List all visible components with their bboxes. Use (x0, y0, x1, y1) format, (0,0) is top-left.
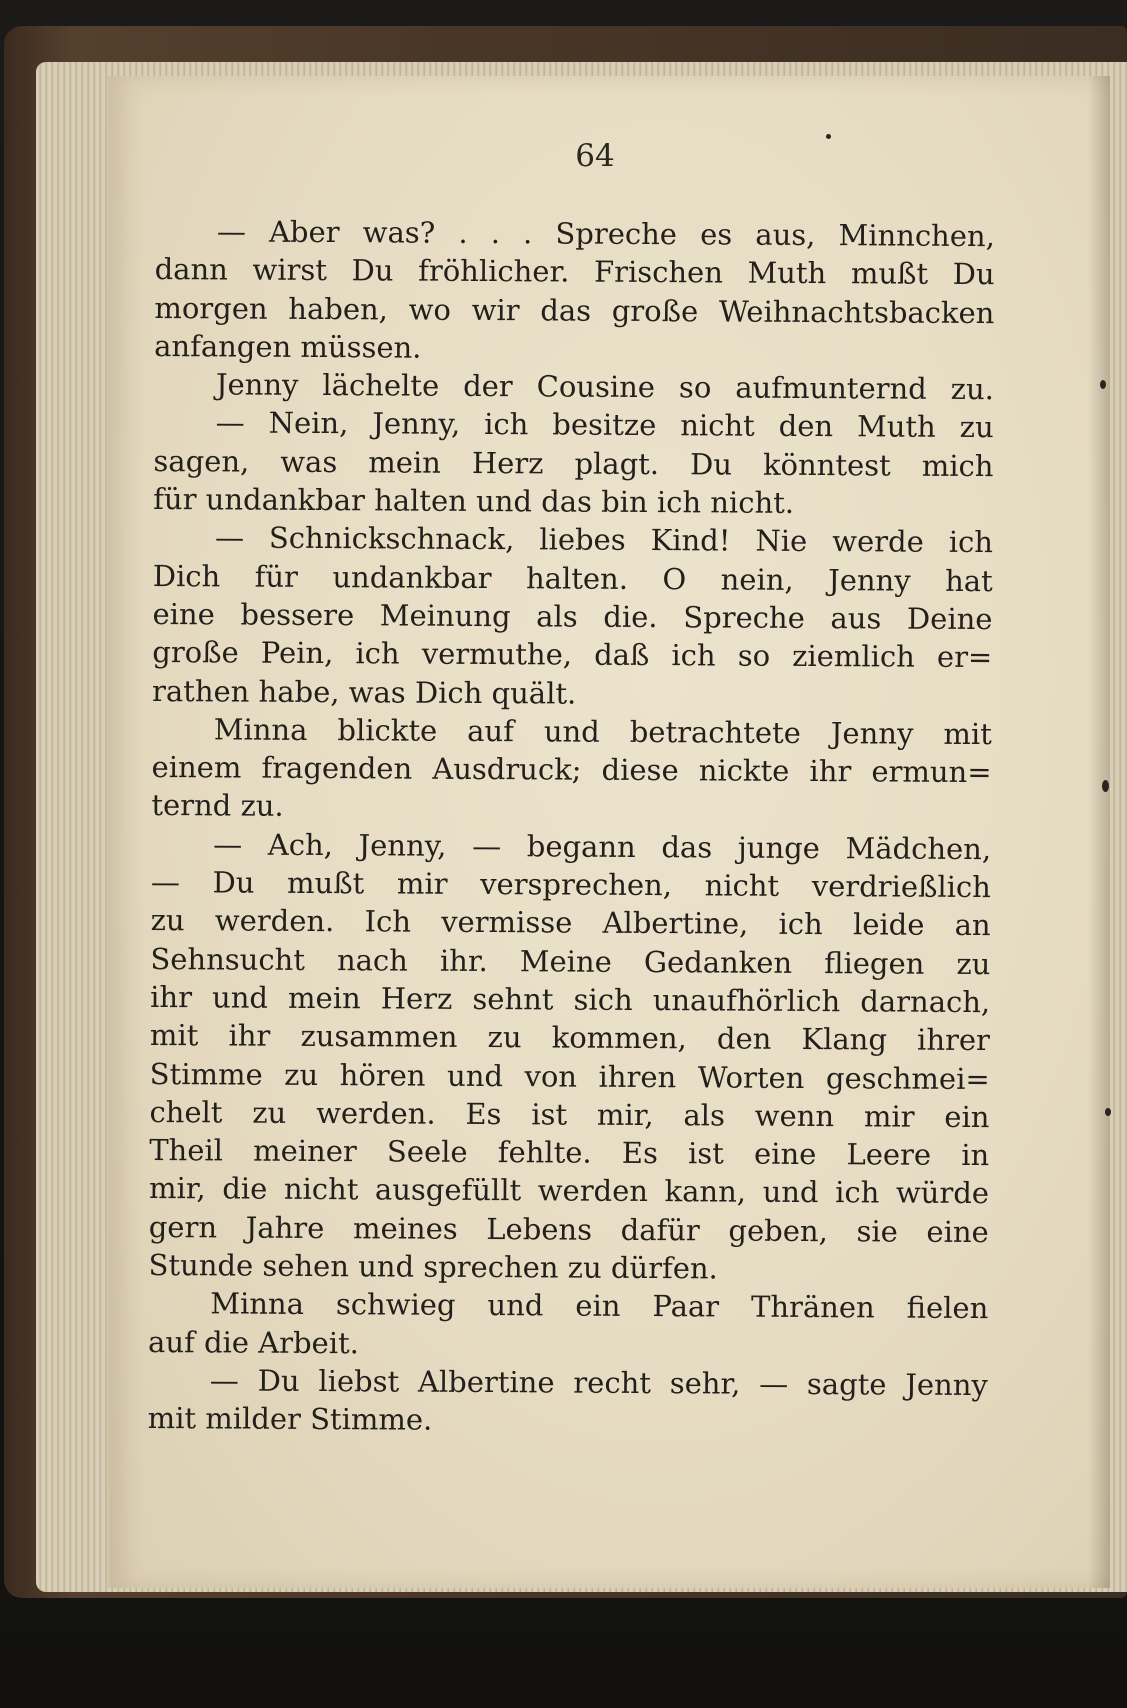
page-number: 64 (575, 138, 615, 174)
paper-speck (1105, 1108, 1111, 1116)
text-line: Stunde sehen und sprechen zu dürfen. (148, 1247, 718, 1286)
text-line: einem fragenden Ausdruck; diese nickte ihr ermun= (151, 750, 992, 790)
text-line: für undankbar halten und das bin ich nicht. (153, 482, 795, 520)
text-line: zu werden. Ich vermisse Albertine, ich leide an (150, 903, 991, 943)
text-line: mit milder Stimme. (147, 1401, 433, 1437)
text-line: eine bessere Meinung als die. Spreche aus Deine (152, 596, 993, 637)
text-line: dann wirst Du fröhlicher. Frischen Muth mußt Du (154, 252, 995, 292)
text-line: Jenny lächelte der Cousine so aufmunternd zu. (215, 367, 995, 407)
text-line: ternd zu. (151, 788, 284, 824)
text-line: Dich für undankbar halten. O nein, Jenny hat (152, 558, 993, 598)
paper-speck (1100, 380, 1106, 389)
paper-speck (826, 134, 831, 139)
text-line: sagen, was mein Herz plagt. Du könntest mich (153, 443, 994, 483)
page-text (148, 212, 995, 1443)
text-line: Theil meiner Seele fehlte. Es ist eine Leere in (149, 1133, 990, 1173)
text-line: Minna blickte auf und betrachtete Jenny mit (213, 712, 992, 751)
text-line: gern Jahre meines Lebens dafür geben, sie eine (148, 1209, 989, 1249)
text-line: — Aber was? . . . Spreche es aus, Minnchen, (216, 214, 995, 254)
text-line: ihr und mein Herz sehnt sich unaufhörlich darnach, (150, 979, 991, 1020)
text-line: auf die Arbeit. (147, 1324, 360, 1360)
text-line: Minna schwieg und ein Paar Thränen fielen (210, 1286, 989, 1326)
text-line: große Pein, ich vermuthe, daß ich so ziemlich er= (152, 635, 993, 675)
text-line: — Ach, Jenny, — begann das junge Mädchen, (213, 827, 992, 866)
text-line: Stimme zu hören und von ihren Worten geschmei= (149, 1056, 990, 1096)
text-line: morgen haben, wo wir das große Weihnachtsbacken (154, 290, 995, 330)
text-line: — Du liebst Albertine recht sehr, — sagte Jenny (209, 1363, 988, 1403)
text-line: — Nein, Jenny, ich besitze nicht den Muth zu (215, 405, 994, 445)
text-line: — Schnickschnack, liebes Kind! Nie werde ich (214, 520, 994, 560)
text-line: chelt zu werden. Es ist mir, als wenn mir ein (149, 1094, 990, 1134)
text-line: anfangen müssen. (154, 328, 422, 365)
text-line: Sehnsucht nach ihr. Meine Gedanken fliegen zu (150, 941, 991, 981)
text-line: mir, die nicht ausgefüllt werden kann, und ich würde (148, 1171, 990, 1211)
text-line: mit ihr zusammen zu kommen, den Klang ihrer (149, 1018, 991, 1058)
gutter-shadow (1088, 76, 1110, 1588)
text-line: rathen habe, was Dich quält. (151, 673, 577, 711)
paper-speck (1102, 780, 1109, 792)
text-line: — Du mußt mir versprechen, nicht verdrießlich (150, 865, 991, 905)
